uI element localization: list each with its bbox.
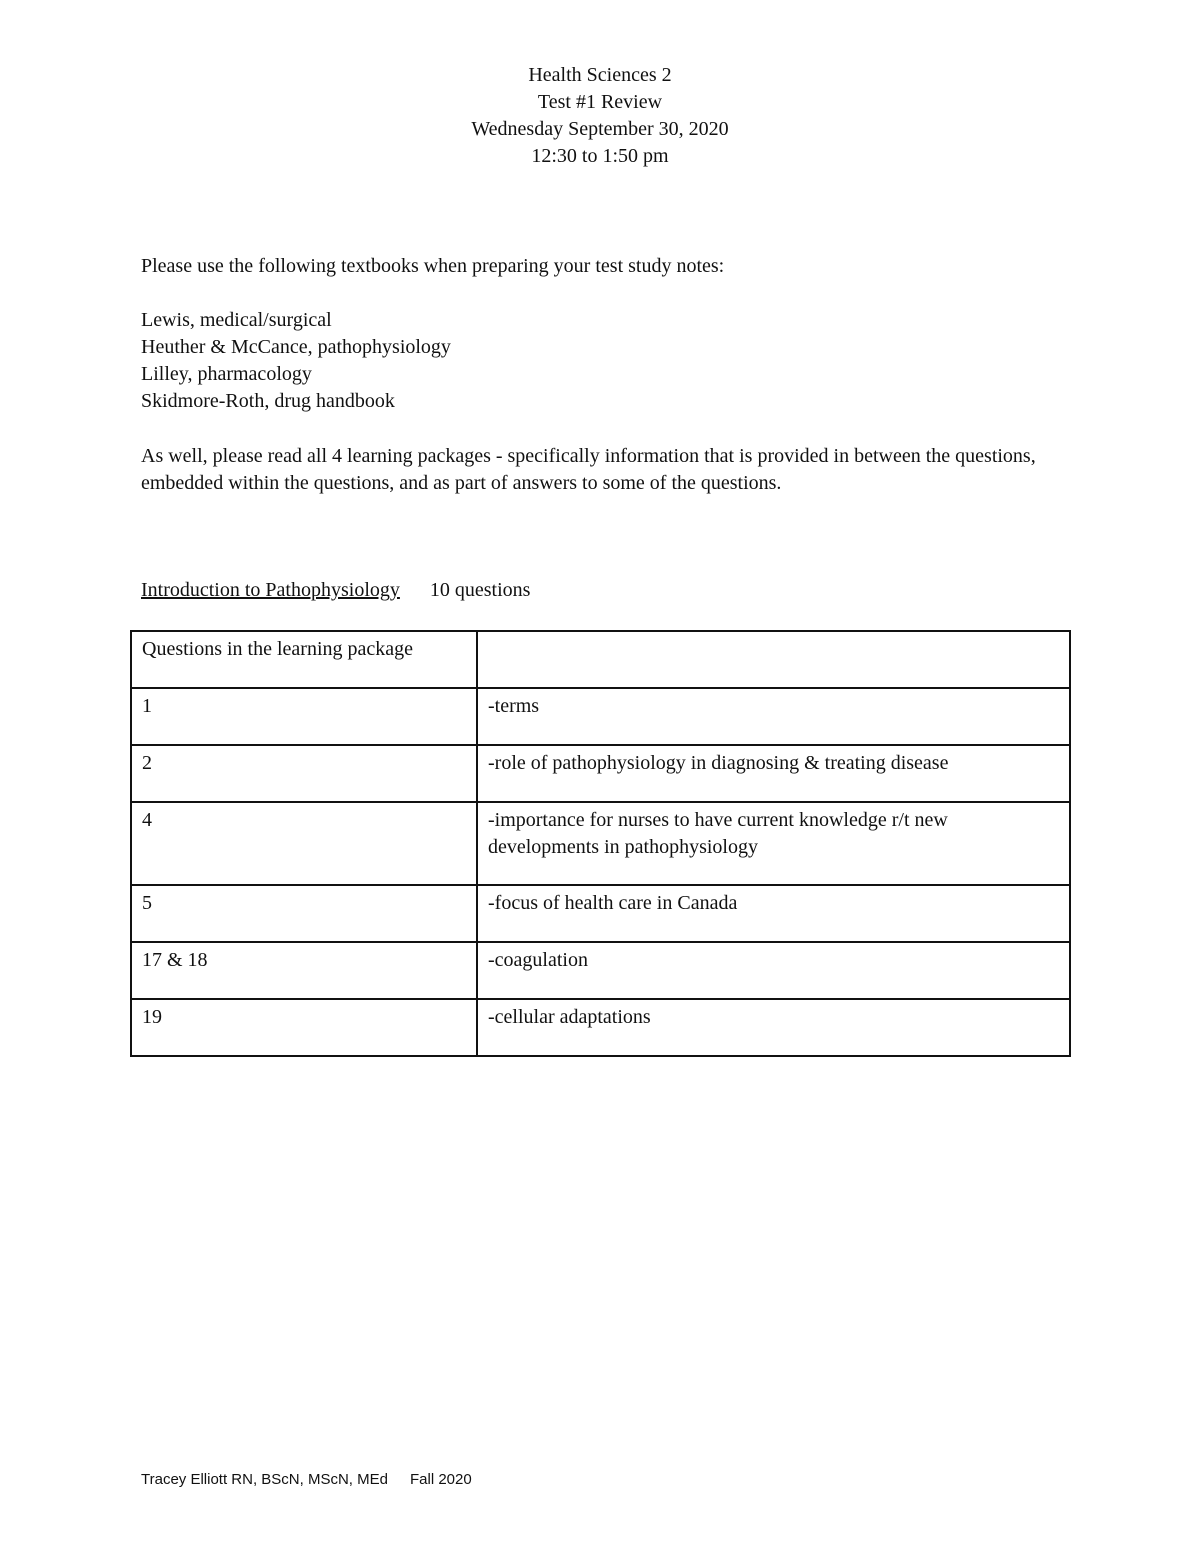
intro-paragraph: Please use the following textbooks when preparing your test study notes: [141,255,725,277]
table-row [131,942,1070,999]
question-number-cell: 1 [131,688,477,745]
topic-cell: -cellular adaptations [477,999,1070,1056]
question-number-cell: 5 [131,885,477,942]
table-row [131,802,1070,885]
table-row [131,885,1070,942]
question-number-cell: 2 [131,745,477,802]
course-title: Health Sciences 2 [528,64,672,86]
section-title: Introduction to Pathophysiology [141,579,400,601]
question-number-cell: 17 & 18 [131,942,477,999]
question-number-cell: 4 [131,802,477,885]
textbook-item: Heuther & McCance, pathophysiology [141,336,451,358]
topic-cell: -coagulation [477,942,1070,999]
footer-term: Fall 2020 [410,1471,472,1488]
question-number-cell: 19 [131,999,477,1056]
test-date: Wednesday September 30, 2020 [471,118,729,140]
header-cell-topic [477,631,1070,688]
topic-cell: -role of pathophysiology in diagnosing & treating disease [477,745,1070,802]
topic-cell: -terms [477,688,1070,745]
textbook-item: Skidmore-Roth, drug handbook [141,390,395,412]
textbook-item: Lilley, pharmacology [141,363,312,385]
test-time: 12:30 to 1:50 pm [531,145,669,167]
topic-cell: -focus of health care in Canada [477,885,1070,942]
footer-author: Tracey Elliott RN, BScN, MScN, MEd [141,1471,388,1488]
header-cell-questions: Questions in the learning package [131,631,477,688]
table-row [131,999,1070,1056]
table-row [131,688,1070,745]
page-footer [141,1471,472,1488]
textbook-list [141,307,1071,415]
section-heading [141,577,530,604]
table-header-row [131,631,1070,688]
test-title: Test #1 Review [537,91,663,113]
topic-cell: -importance for nurses to have current knowledge r/t new developments in pathophysiology [477,802,1070,885]
question-count: 10 questions [429,579,531,601]
learning-packages-note: As well, please read all 4 learning packages - specifically information that is provided in between the questions, embedded within the questions, and as part of answers to some of the questions. [141,445,1036,494]
review-table [130,630,1071,1057]
table-row [131,745,1070,802]
document-header [0,62,1200,170]
textbook-item: Lewis, medical/surgical [141,309,332,331]
